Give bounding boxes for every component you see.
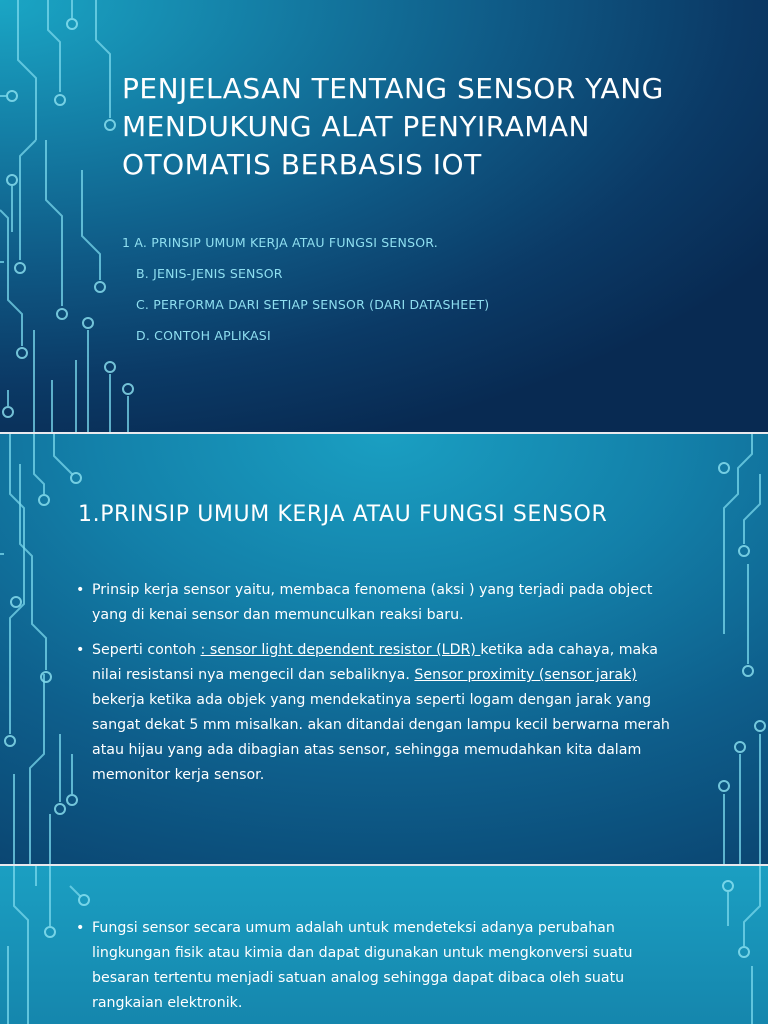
slide-function	[0, 866, 768, 1024]
bullet-list	[76, 916, 676, 1024]
underlined-term: : sensor light dependent resistor (LDR)	[200, 642, 481, 658]
bullet-item: • Prinsip kerja sensor yaitu, membaca fenomena (aksi ) yang terjadi pada object yang di kenai sensor dan memunculkan reaksi baru.	[76, 578, 676, 628]
slide-principle	[0, 434, 768, 864]
slide-title	[0, 0, 768, 432]
bullet-item: • Fungsi sensor secara umum adalah untuk mendeteksi adanya perubahan lingkungan fisik atau kimia dan dapat digunakan untuk mengkonversi suatu besaran tertentu menjadi satuan analog sehingga dapat dibaca oleh suatu rangkaian elektronik.	[76, 916, 676, 1016]
agenda-item: D. CONTOH APLIKASI	[136, 328, 271, 343]
agenda-item: 1 A. PRINSIP UMUM KERJA ATAU FUNGSI SENSOR.	[122, 235, 438, 250]
bullet-text: ketika ada cahaya, maka nilai resistansi nya mengecil dan sebaliknya.	[92, 642, 658, 683]
bullet-text: bekerja ketika ada objek yang mendekatinya seperti logam dengan jarak yang sangat dekat 5 mm misalkan. akan ditandai dengan lampu kecil berwarna merah atau hijau yang ada dibagian atas sensor, sehingga memudahkan kita dalam memonitor kerja sensor.	[92, 692, 670, 783]
bullet-item	[76, 638, 676, 788]
circuit-decoration	[0, 0, 768, 432]
slide-title-heading: PENJELASAN TENTANG SENSOR YANG MENDUKUNG ALAT PENYIRAMAN OTOMATIS BERBASIS IOT	[122, 72, 664, 181]
slide-heading: 1.PRINSIP UMUM KERJA ATAU FUNGSI SENSOR	[78, 502, 608, 527]
agenda-item: B. JENIS-JENIS SENSOR	[136, 266, 283, 281]
underlined-term: Sensor proximity (sensor jarak)	[414, 667, 637, 683]
bullet-list	[76, 578, 676, 798]
bullet-text: Seperti contoh	[92, 642, 201, 658]
agenda-item: C. PERFORMA DARI SETIAP SENSOR (DARI DATASHEET)	[136, 297, 490, 312]
